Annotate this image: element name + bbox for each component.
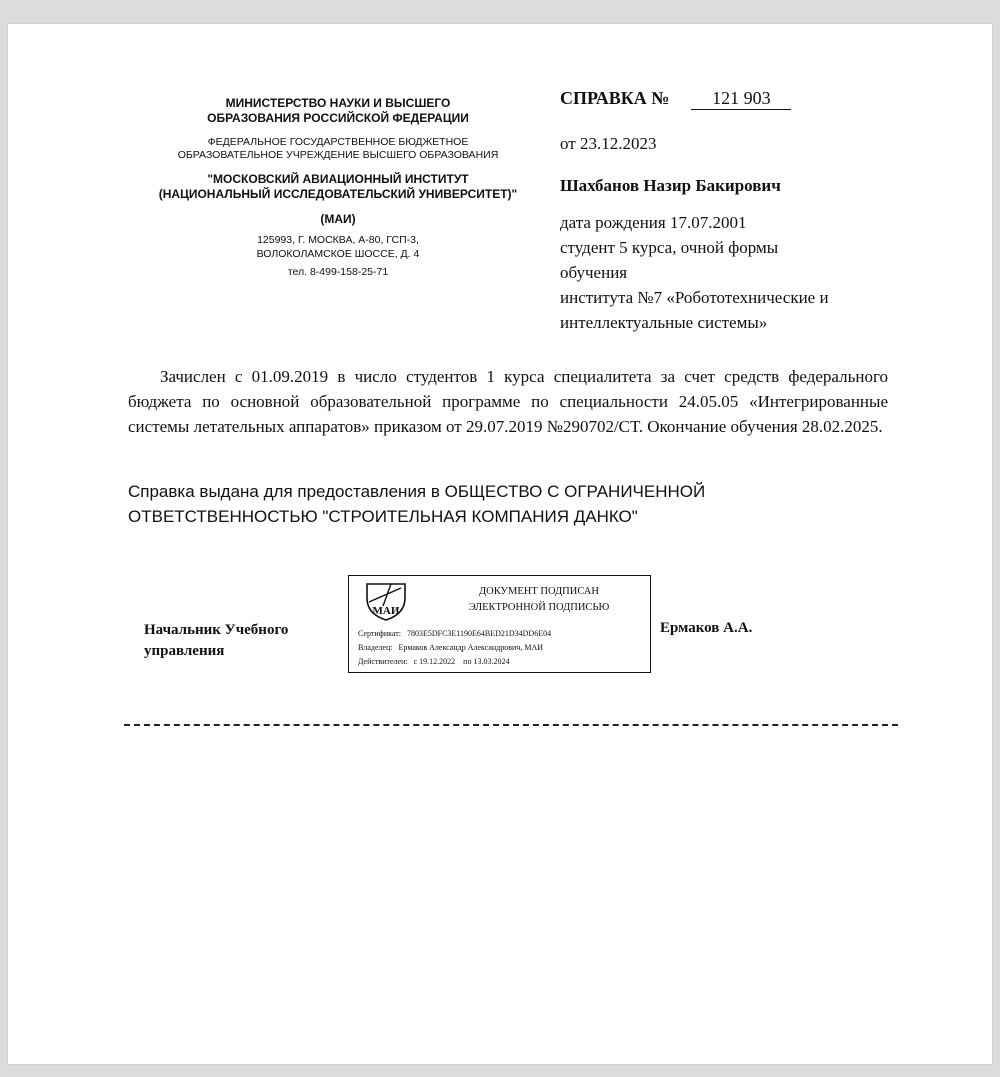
stamp-validity-row: [358, 655, 648, 669]
document-page: [8, 24, 992, 1064]
institution-line-1: ФЕДЕРАЛЬНОЕ ГОСУДАРСТВЕННОЕ БЮДЖЕТНОЕ: [207, 136, 469, 148]
owner-label: Владелец:: [358, 643, 393, 652]
valid-to-label: по: [463, 657, 472, 666]
certificate-title-row: [560, 88, 980, 114]
owner-value: Ермаков Александр Александрович, МАИ: [398, 643, 543, 652]
certificate-title: СПРАВКА №: [560, 88, 670, 108]
stamp-owner-row: [358, 641, 648, 655]
valid-label: Действителен:: [358, 657, 408, 666]
signer-position: [144, 620, 344, 662]
issued-for-paragraph: Справка выдана для предоставления в ОБЩЕСТВО С ОГРАНИЧЕННОЙ ОТВЕТСТВЕННОСТЬЮ "СТРОИТЕЛЬНАЯ КОМПАНИЯ ДАНКО": [128, 482, 706, 526]
stamp-certificate-row: [358, 627, 648, 641]
status-line-2: обучения: [560, 263, 628, 282]
cert-label: Сертификат:: [358, 629, 401, 638]
signer-name: Ермаков А.А.: [660, 620, 753, 636]
position-line-1: Начальник Учебного: [144, 622, 289, 638]
address-line-2: ВОЛОКОЛАМСКОЕ ШОССЕ, Д. 4: [256, 248, 420, 260]
stamp-header-line-1: ДОКУМЕНТ ПОДПИСАН: [479, 586, 599, 597]
cert-value: 7803E5DFC3E1190E64BED21D34DD6E04: [406, 629, 552, 638]
university-name: [128, 172, 548, 202]
dashed-divider: [124, 724, 898, 726]
student-info: [560, 210, 980, 335]
stamp-details: [358, 627, 648, 669]
university-abbr: (МАИ): [320, 212, 356, 226]
valid-from-label: с: [413, 657, 418, 666]
logo-text: МАИ: [372, 605, 400, 617]
phone: тел. 8-499-158-25-71: [287, 266, 389, 278]
address-line-1: 125993, Г. МОСКВА, А-80, ГСП-3,: [257, 234, 419, 246]
valid-to: 13.03.2024: [473, 657, 510, 666]
mai-logo-icon: [361, 580, 411, 622]
ministry-line-1: МИНИСТЕРСТВО НАУКИ И ВЫСШЕГО: [225, 96, 451, 110]
stamp-header: [429, 584, 649, 616]
institute-line-1: института №7 «Робототехнические и: [560, 288, 829, 307]
institution-type: [128, 136, 548, 162]
university-line-2: (НАЦИОНАЛЬНЫЙ ИССЛЕДОВАТЕЛЬСКИЙ УНИВЕРСИТЕТ)": [158, 187, 518, 201]
institute-line-2: интеллектуальные системы»: [560, 313, 768, 332]
electronic-signature-stamp: [348, 575, 651, 673]
certificate-details: [560, 88, 980, 335]
birth-date: дата рождения 17.07.2001: [560, 213, 747, 232]
institution-line-2: ОБРАЗОВАТЕЛЬНОЕ УЧРЕЖДЕНИЕ ВЫСШЕГО ОБРАЗОВАНИЯ: [177, 149, 499, 161]
stamp-header-line-2: ЭЛЕКТРОННОЙ ПОДПИСЬЮ: [468, 602, 610, 613]
ministry-line-2: ОБРАЗОВАНИЯ РОССИЙСКОЙ ФЕДЕРАЦИИ: [207, 111, 469, 125]
certificate-date: от 23.12.2023: [560, 134, 657, 153]
valid-from: 19.12.2022: [419, 657, 456, 666]
organization-header: [128, 96, 548, 279]
status-line-1: студент 5 курса, очной формы: [560, 238, 779, 257]
position-line-2: управления: [144, 643, 225, 659]
enrollment-paragraph: Зачислен с 01.09.2019 в число студентов 1 курса специалитета за счет средств федерального бюджета по основной образовательной программе по специальности 24.05.05 «Интегрированные системы летательных аппаратов» приказом от 29.07.2019 №290702/СТ. Окончание обучения 28.02.2025.: [128, 367, 888, 436]
student-name: Шахбанов Назир Бакирович: [560, 176, 781, 195]
university-line-1: "МОСКОВСКИЙ АВИАЦИОННЫЙ ИНСТИТУТ: [207, 172, 469, 186]
certificate-number: 121 903: [691, 88, 791, 110]
ministry-name: [128, 96, 548, 126]
